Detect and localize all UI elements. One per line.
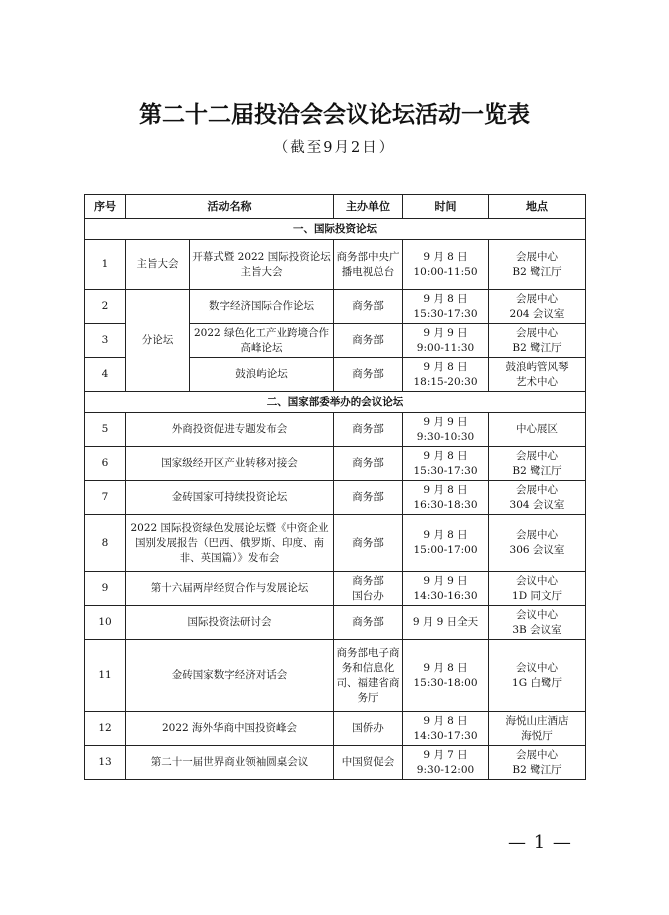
activity-name: 第十六届两岸经贸合作与发展论坛 <box>126 572 334 606</box>
organizer-line: 商务部 <box>352 574 384 587</box>
time-cell <box>403 290 489 324</box>
organizer: 商务部 <box>334 358 403 392</box>
table-row <box>85 515 586 572</box>
time-cell <box>403 746 489 780</box>
time-cell <box>403 358 489 392</box>
header-name: 活动名称 <box>126 195 334 219</box>
time: 10:00-11:50 <box>413 265 478 278</box>
venue-cell <box>489 481 586 515</box>
venue-line: 海悦厅 <box>521 729 553 742</box>
document-subtitle: （截至9月2日） <box>273 140 396 156</box>
activity-name: 2022 国际投资绿色发展论坛暨《中资企业国别发展报告（巴西、俄罗斯、印度、南非、英国篇）》发布会 <box>126 515 334 572</box>
venue-line: B2 鹭江厅 <box>512 763 562 776</box>
venue-cell <box>489 447 586 481</box>
venue-cell <box>489 515 586 572</box>
row-number: 11 <box>85 640 126 712</box>
organizer <box>334 572 403 606</box>
date: 9 月 8 日 <box>423 449 468 462</box>
venue-cell <box>489 572 586 606</box>
date: 9 月 9 日 <box>423 574 468 587</box>
venue-line: 1G 白鹭厅 <box>512 676 562 689</box>
time-cell <box>403 240 489 290</box>
organizer: 商务部电子商务和信息化司、福建省商务厅 <box>334 640 403 712</box>
date: 9 月 8 日 <box>423 250 468 263</box>
venue-line: 会展中心 <box>516 748 558 761</box>
time-cell <box>403 447 489 481</box>
venue-cell: 中心展区 <box>489 413 586 447</box>
venue-line: 会展中心 <box>516 250 558 263</box>
activity-name: 数字经济国际合作论坛 <box>190 290 334 324</box>
group-label: 分论坛 <box>126 290 190 392</box>
venue-line: B2 鹭江厅 <box>512 341 562 354</box>
table-row <box>85 481 586 515</box>
table-row <box>85 606 586 640</box>
venue-cell <box>489 746 586 780</box>
time-cell <box>403 515 489 572</box>
venue-line: 会议中心 <box>516 608 558 621</box>
venue-cell <box>489 640 586 712</box>
venue-cell <box>489 712 586 746</box>
table-row <box>85 640 586 712</box>
date: 9 月 8 日 <box>423 483 468 496</box>
organizer: 商务部 <box>334 447 403 481</box>
table-row <box>85 712 586 746</box>
venue-cell <box>489 606 586 640</box>
header-venue: 地点 <box>489 195 586 219</box>
activity-name: 金砖国家可持续投资论坛 <box>126 481 334 515</box>
activity-name: 外商投资促进专题发布会 <box>126 413 334 447</box>
date: 9 月 8 日 <box>423 360 468 373</box>
venue-line: 鼓浪屿管风琴 <box>505 360 569 373</box>
date: 9 月 8 日 <box>423 714 468 727</box>
section-row <box>85 219 586 240</box>
date: 9 月 8 日 <box>423 661 468 674</box>
page-number: — 1 — <box>508 832 572 853</box>
section-row <box>85 392 586 413</box>
organizer: 国侨办 <box>334 712 403 746</box>
venue-line: 会展中心 <box>516 529 558 541</box>
table-row <box>85 572 586 606</box>
activity-name: 鼓浪屿论坛 <box>190 358 334 392</box>
activity-table <box>84 194 586 780</box>
row-number: 6 <box>85 447 126 481</box>
table-row <box>85 290 586 324</box>
time: 15:30-18:00 <box>413 676 478 689</box>
time: 14:30-17:30 <box>413 729 478 742</box>
time: 18:15-20:30 <box>413 375 478 388</box>
section-title: 一、国际投资论坛 <box>85 219 586 240</box>
row-number: 8 <box>85 515 126 572</box>
time: 15:30-17:30 <box>413 464 478 477</box>
venue-line: 会展中心 <box>516 326 558 339</box>
venue-line: 1D 同文厅 <box>512 589 562 602</box>
time-cell <box>403 712 489 746</box>
date: 9 月 9 日 <box>423 326 468 339</box>
venue-cell <box>489 358 586 392</box>
time: 9:30-12:00 <box>416 763 475 776</box>
venue-line: 204 会议室 <box>509 307 565 320</box>
organizer: 商务部 <box>334 413 403 447</box>
organizer: 商务部 <box>334 324 403 358</box>
organizer: 商务部 <box>334 515 403 572</box>
time: 9:30-10:30 <box>416 430 475 443</box>
organizer: 商务部 <box>334 606 403 640</box>
venue-line: B2 鹭江厅 <box>512 265 562 278</box>
activity-name: 2022 海外华商中国投资峰会 <box>126 712 334 746</box>
table-row <box>85 447 586 481</box>
header-no: 序号 <box>85 195 126 219</box>
time: 16:30-18:30 <box>413 498 478 511</box>
row-number: 13 <box>85 746 126 780</box>
venue-line: 3B 会议室 <box>512 623 562 636</box>
time-cell <box>403 413 489 447</box>
date: 9 月 7 日 <box>423 748 468 761</box>
time: 15:00-17:00 <box>413 544 478 556</box>
organizer: 商务部中央广播电视总台 <box>334 240 403 290</box>
organizer: 商务部 <box>334 290 403 324</box>
row-number: 7 <box>85 481 126 515</box>
row-number: 3 <box>85 324 126 358</box>
header-time: 时间 <box>403 195 489 219</box>
activity-name: 金砖国家数字经济对话会 <box>126 640 334 712</box>
activity-name: 国际投资法研讨会 <box>126 606 334 640</box>
time-cell <box>403 481 489 515</box>
time: 9:00-11:30 <box>416 341 475 354</box>
time-cell <box>403 324 489 358</box>
activity-name: 2022 绿色化工产业跨境合作高峰论坛 <box>190 324 334 358</box>
row-number: 12 <box>85 712 126 746</box>
date: 9 月 8 日 <box>423 292 468 305</box>
time-cell: 9 月 9 日全天 <box>403 606 489 640</box>
time: 15:30-17:30 <box>413 307 478 320</box>
table-header-row <box>85 195 586 219</box>
time-cell <box>403 640 489 712</box>
row-number: 1 <box>85 240 126 290</box>
venue-line: 306 会议室 <box>509 544 565 556</box>
row-number: 4 <box>85 358 126 392</box>
row-number: 9 <box>85 572 126 606</box>
venue-line: 会议中心 <box>516 574 558 587</box>
time: 14:30-16:30 <box>413 589 478 602</box>
venue-line: 会展中心 <box>516 449 558 462</box>
row-number: 5 <box>85 413 126 447</box>
organizer: 中国贸促会 <box>334 746 403 780</box>
document-title: 第二十二届投洽会会议论坛活动一览表 <box>139 102 530 128</box>
activity-name: 第二十一届世界商业领袖圆桌会议 <box>126 746 334 780</box>
table-row <box>85 240 586 290</box>
table-row <box>85 413 586 447</box>
header-organizer: 主办单位 <box>334 195 403 219</box>
section-title: 二、国家部委举办的会议论坛 <box>85 392 586 413</box>
venue-line: 会展中心 <box>516 292 558 305</box>
date: 9 月 9 日 <box>423 415 468 428</box>
venue-line: 304 会议室 <box>509 498 565 511</box>
time-cell <box>403 572 489 606</box>
venue-line: B2 鹭江厅 <box>512 464 562 477</box>
venue-cell <box>489 290 586 324</box>
row-number: 2 <box>85 290 126 324</box>
venue-line: 会议中心 <box>516 661 558 674</box>
venue-cell <box>489 240 586 290</box>
organizer: 商务部 <box>334 481 403 515</box>
venue-line: 海悦山庄酒店 <box>505 714 569 727</box>
group-label: 主旨大会 <box>126 240 190 290</box>
table-row <box>85 746 586 780</box>
venue-line: 会展中心 <box>516 483 558 496</box>
activity-name: 开幕式暨 2022 国际投资论坛主旨大会 <box>190 240 334 290</box>
venue-line: 艺术中心 <box>516 375 558 388</box>
activity-name: 国家级经开区产业转移对接会 <box>126 447 334 481</box>
organizer-line: 国台办 <box>352 589 384 602</box>
venue-cell <box>489 324 586 358</box>
row-number: 10 <box>85 606 126 640</box>
date: 9 月 8 日 <box>423 529 468 541</box>
